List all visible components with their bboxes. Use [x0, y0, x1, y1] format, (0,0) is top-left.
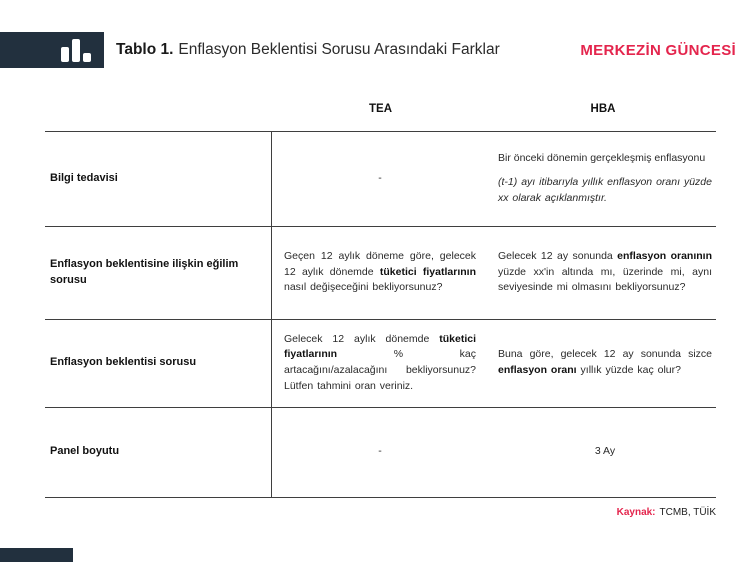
cell-text-run-bold: enflasyon oranının [617, 250, 712, 263]
cell-tea [271, 227, 490, 318]
cell-hba [490, 132, 716, 225]
source-value: TCMB, TÜİK [659, 507, 716, 518]
cell-tea [271, 132, 490, 225]
table-row [45, 132, 716, 225]
cell-text-run: nasıl değişeceğini bekliyorsunuz? [284, 281, 443, 294]
cell-text-run-bold: tüketici fiyatlarının [284, 332, 476, 361]
row-label [45, 227, 271, 318]
page-title [116, 32, 500, 68]
row-label-text: Panel boyutu [50, 445, 120, 458]
row-label [45, 132, 271, 225]
column-header-tea: TEA [369, 103, 392, 115]
bar-chart-icon-bar [72, 39, 80, 62]
bar-chart-icon-bar [83, 53, 91, 62]
cell-text [498, 249, 712, 296]
brand-logo-block [0, 32, 104, 68]
cell-tea [271, 320, 490, 406]
table-number: Tablo 1. [116, 41, 174, 58]
comparison-table [45, 95, 716, 497]
cell-text-run: % kaç artacağını/azalacağını bekliyorsunuz? Lütfen tahmini oran veriniz. [284, 348, 476, 392]
cell-hba [490, 320, 716, 406]
bar-chart-icon [61, 39, 91, 62]
table-rule [45, 497, 716, 498]
cell-text [498, 347, 712, 378]
cell-text: - [378, 445, 382, 458]
cell-text-run: yıllık yüzde kaç olur? [576, 364, 681, 376]
source-label: Kaynak: [616, 507, 656, 518]
cell-text [284, 249, 476, 296]
row-label-text: Enflasyon beklentisine ilişkin eğilim sorusu [50, 258, 239, 286]
row-label-text: Enflasyon beklentisi sorusu [50, 356, 197, 369]
cell-text-run-bold: enflasyon oranı [498, 364, 577, 376]
footer-brand-bar [0, 548, 73, 562]
cell-text: - [378, 171, 382, 184]
cell-hba [490, 227, 716, 318]
row-label-text: Bilgi tedavisi [50, 171, 118, 184]
cell-text-run: yüzde xx'in altında mı, üzerinde mi, aynı seviyesinde mi olmasını bekliyorsunuz? [498, 265, 712, 294]
cell-text-run: Buna göre, gelecek 12 ay sonunda sizce [498, 348, 712, 361]
brand-wordmark: MERKEZİN GÜNCESİ [580, 41, 736, 59]
cell-text-run: (t-1) ayı itibarıyla yıllık enflasyon oranı yüzde xx olarak açıklanmıştır. [498, 176, 712, 204]
table-row [45, 320, 716, 406]
column-header-hba: HBA [590, 103, 616, 115]
cell-tea [271, 408, 490, 496]
table-row [45, 408, 716, 496]
source-line [617, 507, 716, 518]
cell-text-run: Gelecek 12 aylık dönemde [284, 332, 440, 345]
cell-text-run: Bir önceki dönemin gerçekleşmiş enflasyonu [498, 151, 706, 164]
table-title-text: Enflasyon Beklentisi Sorusu Arasındaki Farklar [178, 41, 500, 58]
cell-text [498, 151, 712, 167]
bar-chart-icon-bar [61, 47, 69, 62]
cell-text-run: Geçen 12 aylık döneme göre, gelecek 12 aylık dönemde [284, 250, 476, 278]
cell-text: 3 Ay [594, 445, 616, 458]
cell-text [284, 332, 476, 394]
table-row [45, 227, 716, 318]
cell-text-run: Gelecek 12 ay sonunda [498, 250, 618, 263]
cell-text-italic [498, 175, 712, 206]
cell-hba [490, 408, 716, 496]
row-label [45, 320, 271, 406]
cell-text-run-bold: tüketici fiyatlarının [379, 265, 476, 278]
row-label [45, 408, 271, 496]
